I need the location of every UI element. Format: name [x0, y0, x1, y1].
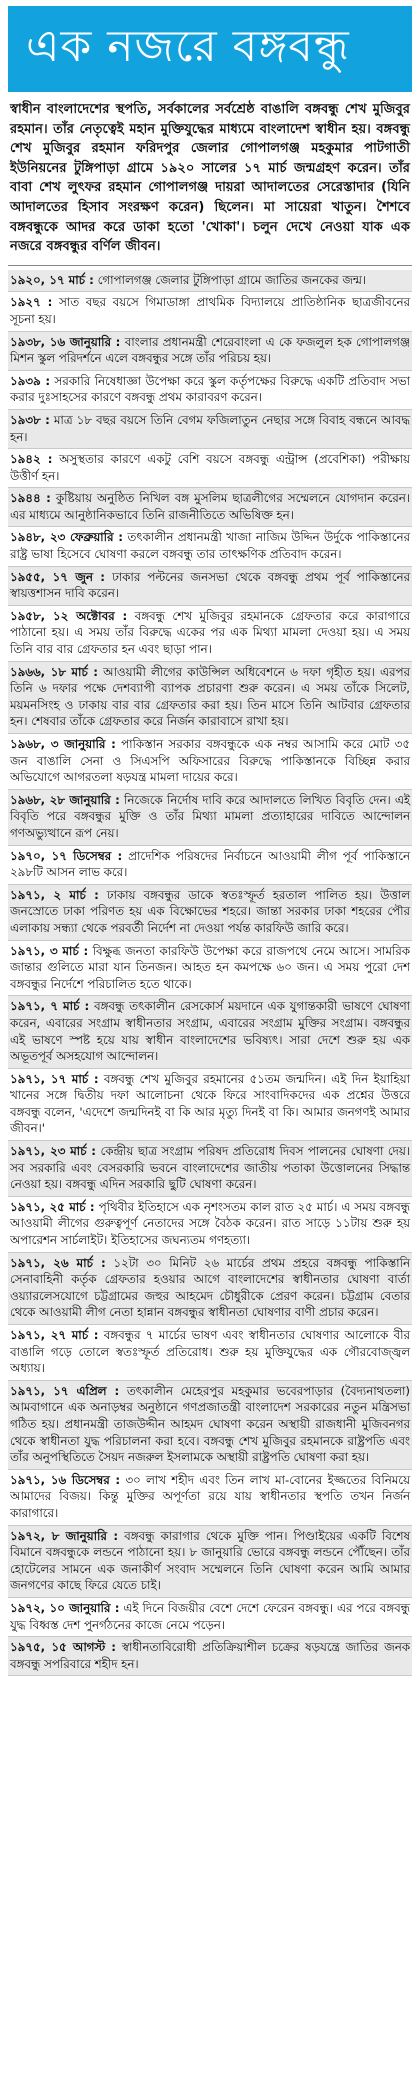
entry-date: ১৯৬৬, ১৮ মার্চ : — [10, 664, 98, 679]
entry-text: বঙ্গবন্ধু শেখ মুজিবুর রহমানকে গ্রেফতার করে কারাগারে পাঠানো হয়। এ সময় তাঁর বিরুদ্ধে একের পর এক মিথ্যা মামলা দেওয়া হয়। এ সময় তিনি বার বার গ্রেফতার হন এবং ছাড়া পান। — [10, 608, 410, 657]
timeline-entry — [8, 1069, 412, 1141]
timeline-entry — [8, 1637, 412, 1676]
timeline-entry — [8, 996, 412, 1068]
entry-date: ১৯৭১, ১৭ মার্চ : — [10, 1071, 99, 1086]
entry-date: ১৯৭১, ২৬ মার্চ : — [10, 1255, 106, 1270]
entry-text: বঙ্গবন্ধু শেখ মুজিবুর রহমানের ৫১তম জন্মদিন। এই দিন ইয়াহিয়া খানের সঙ্গে দ্বিতীয় দফা আলোচনা থেকে ফিরে সাংবাদিকদের এক প্রশ্নের উত্তরে বঙ্গবন্ধু বলেন, 'এদেশে জন্মদিনই বা কি আর মৃত্যু দিনই বা কি। আমার জনগণই আমার জীবন।' — [10, 1071, 410, 1136]
timeline-entry — [8, 1526, 412, 1598]
entry-date: ১৯২৭ : — [10, 295, 53, 310]
entry-text: মাত্র ১৮ বছর বয়সে তিনি বেগম ফজিলাতুন নেছার সঙ্গে বিবাহ বন্ধনে আবদ্ধ হন। — [10, 412, 410, 444]
entry-text: অসুস্থতার কারণে একটু বেশি বয়সে বঙ্গবন্ধু এন্ট্রান্স (প্রবেশিকা) পরীক্ষায় উত্তীর্ণ হন। — [10, 452, 410, 483]
entry-text: বঙ্গবন্ধু কারাগার থেকে মুক্তি পান। পিণ্ডাইয়ের একটি বিশেষ বিমানে বঙ্গবন্ধুকে লন্ডনে পাঠানো হয়। ৮ জানুয়ারি ভোরে বঙ্গবন্ধু লন্ডনে পৌঁছেন। তাঁর হোটেলের সামনে এক জনাকীর্ণ সংবাদ সম্মেলনে তিনি ঘোষণা করেন আমি আমার জনগণের কাছে ফিরে যেতে চাই। — [10, 1528, 410, 1593]
entry-date: ১৯৩৮ : — [10, 412, 50, 427]
timeline-entry — [8, 1470, 412, 1526]
entry-text: সরকারি নিষেধাজ্ঞা উপেক্ষা করে স্কুল কর্তৃপক্ষের বিরুদ্ধে একটি প্রতিবাদ সভা করার দুঃসাহসের কারণে বঙ্গবন্ধু প্রথম কারাবরণ করেন। — [10, 373, 410, 405]
entry-text: পাকিস্তান সরকার বঙ্গবন্ধুকে এক নম্বর আসামি করে মোট ৩৫ জন বাঙালি সেনা ও সিএসপি অফিসারের বিরুদ্ধে পাকিস্তানকে বিচ্ছিন্ন করার অভিযোগে আগরতলা ষড়যন্ত্র মামলা দায়ের করে। — [10, 737, 411, 785]
entry-date: ১৯৭১, ১৭ এপ্রিল : — [10, 1383, 120, 1398]
entry-date: ১৯২০, ১৭ মার্চ : — [10, 272, 94, 287]
timeline-entry — [8, 1381, 412, 1470]
entry-date: ১৯৭২, ৮ জানুয়ারি : — [10, 1528, 119, 1543]
entry-text: ৩০ লাখ শহীদ এবং তিন লাখ মা-বোনের ইজ্জতের বিনিময়ে আমাদের বিজয়। কিন্তু মুক্তির অপূর্ণতা রয়ে যায় স্বাধীনতার স্থপতি তখন নির্জন কারাগারে। — [10, 1472, 410, 1520]
entry-text: সাত বছর বয়সে গিমাডাঙ্গা প্রাথমিক বিদ্যালয়ে প্রাতিষ্ঠানিক ছাত্রজীবনের সূচনা হয়। — [10, 295, 410, 326]
timeline-entry — [8, 410, 412, 449]
title-banner — [8, 6, 412, 92]
entry-date: ১৯৭৫, ১৫ আগস্ট : — [10, 1640, 116, 1655]
timeline-entry — [8, 371, 412, 410]
intro-paragraph: স্বাধীন বাংলাদেশের স্থপতি, সর্বকালের সর্বশ্রেষ্ঠ বাঙালি বঙ্গবন্ধু শেখ মুজিবুর রহমান। তাঁর নেতৃত্বেই মহান মুক্তিযুদ্ধের মাধ্যমে বাংলাদেশ স্বাধীন হয়। বঙ্গবন্ধু শেখ মুজিবুর রহমান ফরিদপুর জেলার গোপালগঞ্জ মহকুমার পাটগাতী ইউনিয়নের টুঙ্গিপাড়া গ্রামে ১৯২০ সালের ১৭ মার্চ জন্মগ্রহণ করেন। তাঁর বাবা শেখ লুৎফর রহমান গোপালগঞ্জ দায়রা আদালতের সেরেস্তাদার (যিনি আদালতের হিসাব সংরক্ষণ করেন) ছিলেন। মা সায়েরা খাতুন। শৈশবে বঙ্গবন্ধুকে আদর করে ডাকা হতো 'খোকা'। চলুন দেখে নেওয়া যাক এক নজরে বঙ্গবন্ধুর বর্ণিল জীবন। — [8, 92, 412, 266]
timeline-entry — [8, 527, 412, 566]
timeline-entry — [8, 1253, 412, 1325]
timeline-entry — [8, 941, 412, 997]
entry-text: প্রাদেশিক পরিষদের নির্বাচনে আওয়ামী লীগ পূর্ব পাকিস্তানে ২৯৮টি আসন লাভ করে। — [10, 848, 410, 880]
entry-date: ১৯৭১, ৭ মার্চ : — [10, 999, 90, 1014]
timeline-entry — [8, 449, 412, 488]
entry-date: ১৯৭১, ৩ মার্চ : — [10, 943, 89, 958]
entry-date: ১৯৪৮, ২৩ ফেব্রুয়ারি : — [10, 530, 123, 545]
timeline-entry — [8, 606, 412, 662]
timeline-list — [8, 266, 412, 1677]
timeline-entry — [8, 1325, 412, 1381]
entry-date: ১৯৪২ : — [10, 452, 53, 467]
entry-date: ১৯৭১, ১৬ ডিসেম্বর : — [10, 1472, 121, 1487]
entry-text: বঙ্গবন্ধুর ৭ মার্চের ভাষণ এবং স্বাধীনতার ঘোষণার আলোকে বীর বাঙালি গড়ে তোলে স্বতঃস্ফূর্ত প্রতিরোধ। শুরু হয় মুক্তিযুদ্ধের এক গৌরবোজ্জ্বল অধ্যায়। — [10, 1328, 410, 1376]
entry-text: ঢাকায় বঙ্গবন্ধুর ডাকে স্বতঃস্ফূর্ত হরতাল পালিত হয়। উত্তাল জনস্রোতে ঢাকা পরিণত হয় এক বিক্ষোভের শহরে। জান্তা সরকার ঢাকা শহরের পৌর এলাকায় সন্ধ্যা থেকে পরবর্তী নির্দেশ না দেওয়া পর্যন্ত কারফিউ জারি করে। — [10, 887, 410, 935]
timeline-entry — [8, 292, 412, 331]
entry-text: ১২টা ৩০ মিনিট ২৬ মার্চের প্রথম প্রহরে বঙ্গবন্ধু পাকিস্তানি সেনাবাহিনী কর্তৃক গ্রেফতার হওয়ার আগে বাংলাদেশের স্বাধীনতার ঘোষণা বার্তা ওয়্যারলেসযোগে চট্টগ্রামের জহুর আহমেদ চৌধুরীকে প্রেরণ করেন। চট্টগ্রাম বেতার থেকে আওয়ামী লীগ নেতা হান্নান বঙ্গবন্ধুর স্বাধীনতা ঘোষণার বাণী প্রচার করেন। — [10, 1255, 410, 1320]
entry-date: ১৯৭১, ২৫ মার্চ : — [10, 1199, 95, 1214]
entry-date: ১৯৫৮, ১২ অক্টোবর : — [10, 608, 128, 623]
entry-date: ১৯৭১, ২৩ মার্চ : — [10, 1144, 96, 1159]
timeline-entry — [8, 662, 412, 734]
entry-text: বাংলার প্রধানমন্ত্রী শেরেবাংলা এ কে ফজলুল হক গোপালগঞ্জ মিশন স্কুল পরিদর্শনে এলে বঙ্গবন্ধুর সঙ্গে তাঁর পরিচয় হয়। — [10, 334, 410, 366]
timeline-entry — [8, 734, 412, 790]
entry-date: ১৯৪৪ : — [10, 491, 51, 506]
timeline-entry — [8, 270, 412, 293]
entry-text: কুষ্টিয়ায় অনুষ্ঠিত নিখিল বঙ্গ মুসলিম ছাত্রলীগের সম্মেলনে যোগদান করেন। এর মাধ্যমে আনুষ্ঠানিকভাবে তিনি রাজনীতিতে অভিষিক্ত হন। — [10, 491, 410, 522]
entry-date: ১৯৫৫, ১৭ জুন : — [10, 569, 106, 584]
timeline-entry — [8, 885, 412, 941]
entry-text: তৎকালীন প্রধানমন্ত্রী খাজা নাজিম উদ্দিন উর্দুকে পাকিস্তানের রাষ্ট্র ভাষা হিসেবে ঘোষণা করলে বঙ্গবন্ধু তার তাৎক্ষণিক প্রতিবাদ করেন। — [10, 530, 410, 562]
entry-text: গোপালগঞ্জ জেলার টুঙ্গিপাড়া গ্রামে জাতির জনকের জন্ম। — [93, 272, 367, 287]
entry-date: ১৯৬৮, ৩ জানুয়ারি : — [10, 737, 116, 751]
entry-text: ঢাকার পল্টনের জনসভা থেকে বঙ্গবন্ধু প্রথম পূর্ব পাকিস্তানের স্বায়ত্তশাসন দাবি করেন। — [10, 569, 410, 601]
entry-date: ১৯৩৮, ১৬ জানুয়ারি : — [10, 334, 121, 349]
entry-text: বিক্ষুব্ধ জনতা কারফিউ উপেক্ষা করে রাজপথে নেমে আসে। সামরিক জান্তার গুলিতে মারা যান তিনজন। আহত হন কমপক্ষে ৬০ জন। এ সময় পুরো দেশ বঙ্গবন্ধুর নির্দেশে পরিচালিত হতে থাকে। — [10, 943, 410, 991]
page-title: এক নজরে বঙ্গবন্ধু — [26, 20, 350, 72]
timeline-entry — [8, 846, 412, 885]
entry-date: ১৯৬৮, ২৮ জানুয়ারি : — [10, 792, 120, 807]
timeline-entry — [8, 1197, 412, 1253]
entry-text: আওয়ামী লীগের কাউন্সিল অধিবেশনে ৬ দফা গৃহীত হয়। এরপর তিনি ৬ দফার পক্ষে দেশব্যাপী ব্যাপক প্রচারণা শুরু করেন। এ সময় তাঁকে সিলেট, ময়মনসিংহ ও ঢাকায় বার বার গ্রেফতার করা হয়। তিন মাসে তিনি আটবার গ্রেফতার হন। শেষবার তাঁকে গ্রেফতার করে নির্জন কারাবাসে রাখা হয়। — [10, 664, 410, 729]
entry-text: পৃথিবীর ইতিহাসে এক নৃশংসতম কাল রাত ২৫ মার্চ। এ সময় বঙ্গবন্ধু আওয়ামী লীগের গুরুত্বপূর্ণ নেতাদের সঙ্গে বৈঠক করেন। রাত সাড়ে ১১টায় শুরু হয় অপারেশন সার্চলাইট। ইতিহাসের জঘন্যতম গণহত্যা। — [10, 1199, 410, 1248]
entry-text: এই দিনে বিজয়ীর বেশে দেশে ফেরেন বঙ্গবন্ধু। এর পরে বঙ্গবন্ধু যুদ্ধ বিধ্বস্ত দেশ পুনর্গঠনের কাজে নেমে পড়েন। — [10, 1600, 411, 1632]
timeline-entry — [8, 332, 412, 371]
entry-text: নিজেকে নির্দোষ দাবি করে আদালতে লিখিত বিবৃতি দেন। এই বিবৃতি পরে বঙ্গবন্ধুর মুক্তি ও তাঁর মিথ্যা মামলা প্রত্যাহারের দাবিতে আন্দোলন গণঅভ্যুত্থানে রূপ নেয়। — [10, 792, 410, 840]
timeline-entry — [8, 790, 412, 846]
entry-date: ১৯৭০, ১৭ ডিসেম্বর : — [10, 848, 123, 863]
entry-text: কেন্দ্রীয় ছাত্র সংগ্রাম পরিষদ প্রতিরোধ দিবস পালনের ঘোষণা দেয়। সব সরকারি এবং বেসরকারি ভবনে বাংলাদেশের জাতীয় পতাকা উত্তোলনের সিদ্ধান্ত নেওয়া হয়। বঙ্গবন্ধু এদিন সরকারি ছুটি ঘোষণা করেন। — [10, 1144, 410, 1192]
timeline-entry — [8, 1141, 412, 1197]
entry-date: ১৯৭১, ২৭ মার্চ : — [10, 1328, 99, 1342]
entry-date: ১৯৭২, ১০ জানুয়ারি : — [10, 1600, 120, 1615]
entry-text: বঙ্গবন্ধু তৎকালীন রেসকোর্স ময়দানে এক যুগান্তকারী ভাষণে ঘোষণা করেন, এবারের সংগ্রাম স্বাধীনতার সংগ্রাম, এবারের সংগ্রাম মুক্তির সংগ্রাম। বঙ্গবন্ধুর এই ভাষণে স্পষ্ট হয়ে যায় স্বাধীন বাংলাদেশের ভবিষ্যৎ। সারা দেশে শুরু হয় এক অভূতপূর্ব অসহযোগ আন্দোলন। — [10, 999, 410, 1064]
timeline-entry — [8, 1598, 412, 1637]
entry-text: স্বাধীনতাবিরোধী প্রতিক্রিয়াশীল চক্রের ষড়যন্ত্রে জাতির জনক বঙ্গবন্ধু সপরিবারে শহীদ হন। — [10, 1640, 410, 1671]
entry-date: ১৯৭১, ২ মার্চ : — [10, 887, 99, 902]
entry-date: ১৯৩৯ : — [10, 373, 51, 388]
timeline-entry — [8, 488, 412, 527]
entry-text: তৎকালীন মেহেরপুর মহকুমার ভবেরপাড়ার (বৈদ্যনাথতলা) আমবাগানে এক অনাড়ম্বর অনুষ্ঠানে গণপ্রজাতন্ত্রী বাংলাদেশ সরকারের নতুন মন্ত্রিসভা গঠিত হয়। প্রধানমন্ত্রী তাজউদ্দীন আহমদ ঘোষণা করেন অস্থায়ী রাজধানী মুজিবনগর থেকে স্বাধীনতা যুদ্ধ পরিচালনা করা হবে। বঙ্গবন্ধু শেখ মুজিবুর রহমানকে রাষ্ট্রপতি এবং তাঁর অনুপস্থিতিতে সৈয়দ নজরুল ইসলামকে অস্থায়ী রাষ্ট্রপতি ঘোষণা করা হয়। — [10, 1383, 410, 1465]
timeline-entry — [8, 567, 412, 606]
